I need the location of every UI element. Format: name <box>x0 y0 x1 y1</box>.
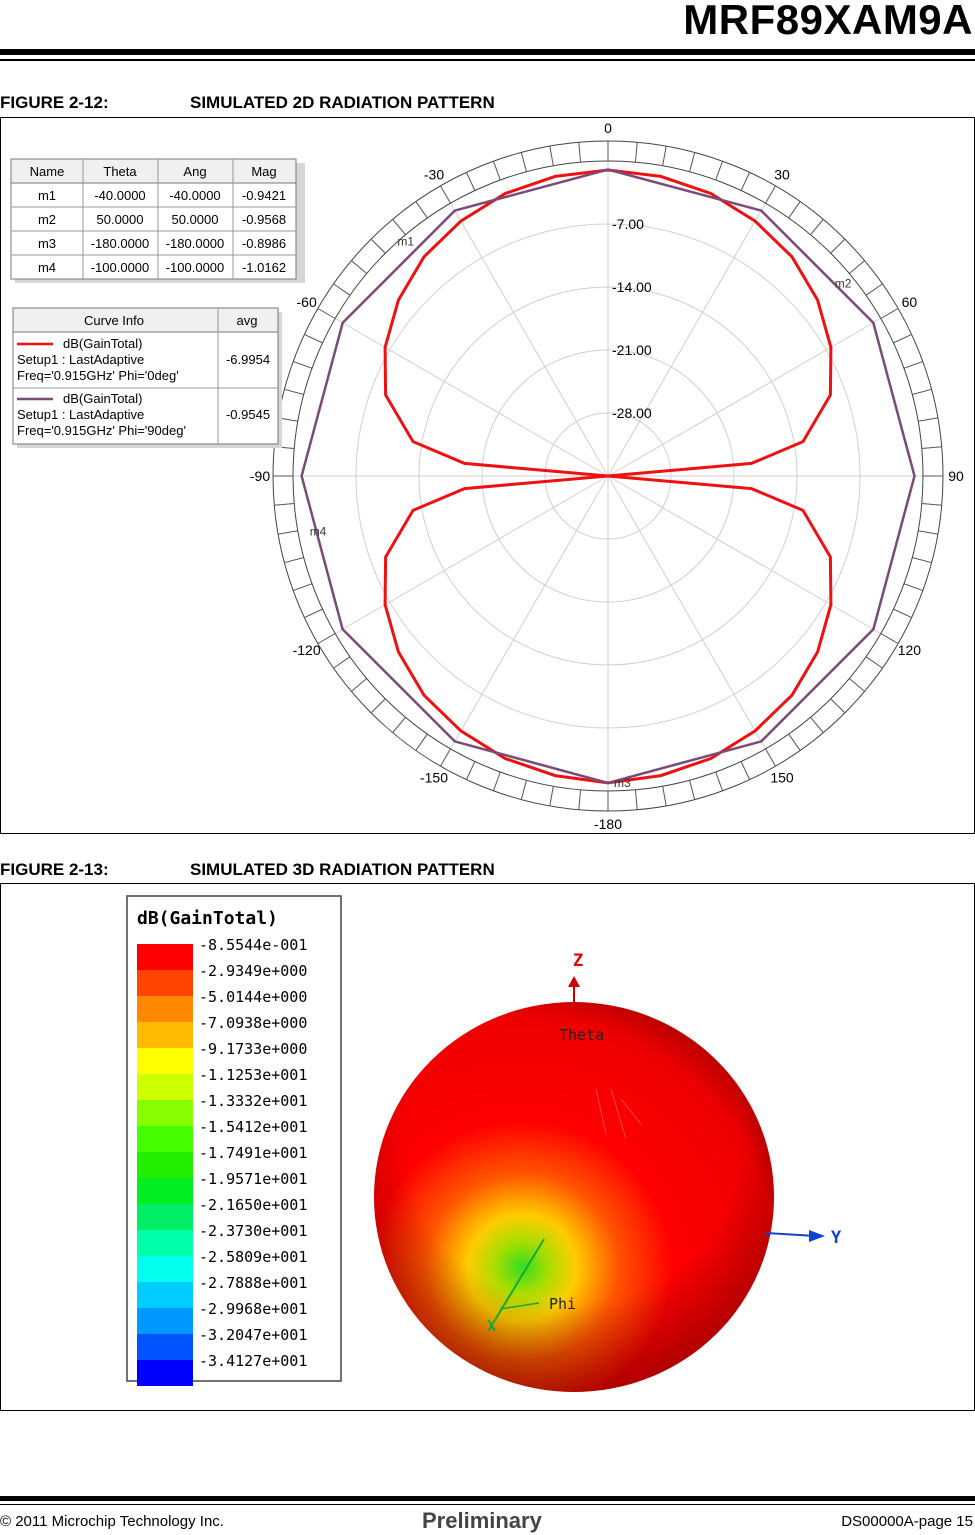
angle-tick-label: 30 <box>774 166 790 183</box>
header-rule <box>0 49 975 55</box>
grid-spoke <box>451 203 609 476</box>
legend-value-label: -1.1253e+001 <box>199 1066 308 1084</box>
radial-tick-label: -21.00 <box>612 342 652 358</box>
ring-tick <box>318 309 335 319</box>
angle-tick-label: -90 <box>249 468 271 484</box>
ring-tick <box>274 503 294 505</box>
figure-2-frame <box>0 883 975 1411</box>
legend-value-label: -3.4127e+001 <box>199 1352 308 1370</box>
ring-tick <box>789 734 800 750</box>
legend-color-band <box>137 944 193 970</box>
footer-copyright: © 2011 Microchip Technology Inc. <box>0 1513 224 1530</box>
table-cell: -0.9421 <box>241 188 287 203</box>
ring-tick <box>579 142 581 162</box>
legend-value-label: -1.3332e+001 <box>199 1092 308 1110</box>
marker-label: m4 <box>309 524 327 539</box>
angle-tick-label: 150 <box>770 769 794 786</box>
axis-x-label: X <box>487 1317 497 1335</box>
ring-tick <box>810 717 823 732</box>
angle-tick-label: 90 <box>948 468 964 484</box>
curve-2-line1: dB(GainTotal) <box>63 391 143 406</box>
ring-tick <box>849 678 864 691</box>
legend-color-band <box>137 1230 193 1256</box>
ring-tick <box>416 202 427 218</box>
curve-2-line2: Setup1 : LastAdaptive <box>17 407 145 422</box>
ring-tick <box>741 172 749 190</box>
legend-color-band <box>137 996 193 1022</box>
ring-tick <box>904 361 923 368</box>
ring-tick <box>521 780 526 799</box>
grid-spoke <box>608 203 766 476</box>
curve-1-line1: dB(GainTotal) <box>63 336 143 351</box>
ring-tick <box>466 761 474 779</box>
table-cell: 50.0000 <box>171 212 219 227</box>
ring-tick <box>334 284 350 295</box>
table-cell: -0.9568 <box>241 212 287 227</box>
ring-tick <box>284 389 303 394</box>
sphere-shading <box>374 1002 774 1392</box>
angle-tick-label: 0 <box>604 120 612 136</box>
footer-rule <box>0 1496 975 1501</box>
col-curve-info: Curve Info <box>84 313 144 328</box>
col-ang: Ang <box>183 164 207 179</box>
legend-color-band <box>137 1256 193 1282</box>
legend-value-label: -2.9349e+000 <box>199 962 308 980</box>
legend-value-label: -1.9571e+001 <box>199 1170 308 1188</box>
ring-tick <box>663 146 666 166</box>
ring-tick <box>371 699 385 713</box>
ring-tick <box>635 790 637 810</box>
legend-color-band <box>137 1282 193 1308</box>
legend-value-label: -1.7491e+001 <box>199 1144 308 1162</box>
radial-tick-label: -28.00 <box>612 405 652 421</box>
curve-info-table <box>13 308 282 448</box>
ring-tick <box>918 531 938 534</box>
angle-tick-label: -120 <box>292 642 321 658</box>
legend-value-label: -2.9968e+001 <box>199 1300 308 1318</box>
legend-color-band <box>137 1152 193 1178</box>
ring-tick <box>550 786 553 806</box>
figure-1-frame <box>0 117 975 834</box>
ring-tick <box>866 657 882 668</box>
table-cell: m2 <box>37 212 57 227</box>
legend-color-band <box>137 1100 193 1126</box>
ring-tick <box>493 772 500 791</box>
ring-tick <box>334 657 350 668</box>
ring-tick <box>849 261 864 274</box>
ring-tick <box>741 761 749 779</box>
gain-legend <box>127 896 341 1386</box>
col-avg: avg <box>236 313 258 328</box>
angle-tick-label: -180 <box>593 816 623 832</box>
ring-tick <box>293 584 312 591</box>
radial-tick-label: -7.00 <box>612 216 644 232</box>
grid-spoke <box>451 476 609 749</box>
legend-color-band <box>137 1308 193 1334</box>
header-rule-thin <box>0 59 975 61</box>
ring-tick <box>690 780 695 799</box>
col-theta: Theta <box>103 164 137 179</box>
table-cell: 50.0000 <box>96 212 144 227</box>
ring-tick <box>416 734 427 750</box>
ring-tick <box>881 309 898 319</box>
angle-tick-label: -60 <box>296 294 317 310</box>
ring-tick <box>579 790 581 810</box>
label-phi: Phi <box>549 1295 577 1313</box>
ring-tick <box>278 531 298 534</box>
curve-1-line2: Setup1 : LastAdaptive <box>17 352 145 367</box>
angle-tick-label: -150 <box>419 769 449 786</box>
polar-chart <box>1 118 974 833</box>
ring-tick <box>766 186 776 203</box>
ring-tick <box>635 142 637 162</box>
ring-tick <box>393 219 406 234</box>
curve-2-line3: Freq='0.915GHz' Phi='90deg' <box>17 423 186 438</box>
figure-2-number: FIGURE 2-13: <box>0 860 109 879</box>
table-cell: -0.8986 <box>241 236 287 251</box>
angle-tick-label: 60 <box>901 294 918 310</box>
grid-spoke <box>335 476 608 634</box>
ring-tick <box>789 202 800 218</box>
polar-plot <box>250 120 964 832</box>
legend-value-label: -2.5809e+001 <box>199 1248 308 1266</box>
figure-2-caption <box>0 860 495 880</box>
ring-tick <box>466 172 474 190</box>
angle-tick-label: -30 <box>423 166 445 183</box>
table-cell: -40.0000 <box>169 188 221 203</box>
ring-tick <box>716 161 723 180</box>
curve-1-line3: Freq='0.915GHz' Phi='0deg' <box>17 368 179 383</box>
legend-value-label: -8.5544e-001 <box>199 936 308 954</box>
legend-color-band <box>137 1178 193 1204</box>
ring-tick <box>866 284 882 295</box>
ring-tick <box>521 152 526 171</box>
legend-color-band <box>137 1074 193 1100</box>
curve-1-avg: -6.9954 <box>225 352 271 367</box>
figure-1-caption <box>0 93 495 113</box>
ring-tick <box>284 558 303 563</box>
ring-tick <box>881 634 898 644</box>
ring-tick <box>810 219 823 234</box>
ring-tick <box>493 161 500 180</box>
axis-z <box>559 951 604 1044</box>
legend-color-band <box>137 970 193 996</box>
ring-tick <box>893 609 911 617</box>
legend-color-band <box>137 1334 193 1360</box>
axis-y-label: Y <box>831 1228 842 1248</box>
table-cell: -180.0000 <box>90 236 150 251</box>
table-cell: -1.0162 <box>241 260 287 275</box>
footer-status: Preliminary <box>422 1508 542 1533</box>
ring-tick <box>351 678 366 691</box>
figure-1-title: SIMULATED 2D RADIATION PATTERN <box>190 93 495 112</box>
legend-color-band <box>137 1022 193 1048</box>
legend-color-band <box>137 1048 193 1074</box>
table-cell: m4 <box>37 260 57 275</box>
table-cell: -40.0000 <box>94 188 146 203</box>
col-name: Name <box>29 164 65 179</box>
angle-tick-label: 120 <box>897 642 922 658</box>
footer-rule-thin <box>0 1504 975 1505</box>
table-cell: -100.0000 <box>165 260 225 275</box>
figure-1-number: FIGURE 2-12: <box>0 93 109 112</box>
legend-value-label: -9.1733e+000 <box>199 1040 308 1058</box>
legend-value-label: -1.5412e+001 <box>199 1118 308 1136</box>
ring-tick <box>922 503 942 505</box>
ring-tick <box>304 609 322 617</box>
legend-title: dB(GainTotal) <box>137 908 278 929</box>
marker-label: m2 <box>834 276 852 291</box>
ring-tick <box>293 361 312 368</box>
grid-spoke <box>608 476 766 749</box>
legend-color-band <box>137 1204 193 1230</box>
axis-z-label: Z <box>573 951 584 971</box>
table-cell: -100.0000 <box>90 260 150 275</box>
label-theta: Theta <box>559 1026 605 1044</box>
ring-tick <box>441 749 451 766</box>
ring-tick <box>912 389 931 394</box>
legend-value-label: -3.2047e+001 <box>199 1326 308 1344</box>
footer-page: DS00000A-page 15 <box>841 1513 973 1530</box>
ring-tick <box>550 146 553 166</box>
ring-tick <box>831 699 845 713</box>
radiation-3d-image <box>1 884 974 1410</box>
ring-tick <box>441 186 451 203</box>
legend-color-band <box>137 1360 193 1386</box>
marker-label: m1 <box>397 234 415 249</box>
ring-tick <box>922 447 942 449</box>
ring-tick <box>831 239 845 253</box>
ring-tick <box>393 717 406 732</box>
ring-tick <box>716 772 723 791</box>
figure-2-title: SIMULATED 3D RADIATION PATTERN <box>190 860 495 879</box>
ring-tick <box>351 261 366 274</box>
legend-value-label: -7.0938e+000 <box>199 1014 308 1032</box>
curve-2-avg: -0.9545 <box>225 407 271 422</box>
ring-tick <box>912 558 931 563</box>
table-cell: -180.0000 <box>165 236 225 251</box>
ring-tick <box>690 152 695 171</box>
doc-title: MRF89XAM9A <box>683 0 973 43</box>
col-mag: Mag <box>251 164 277 179</box>
legend-value-label: -2.3730e+001 <box>199 1222 308 1240</box>
ring-tick <box>893 334 911 342</box>
ring-tick <box>918 418 938 421</box>
ring-tick <box>304 334 322 342</box>
axis-y <box>766 1228 842 1248</box>
grid-spoke <box>335 319 608 477</box>
grid-spoke <box>608 476 881 634</box>
legend-color-band <box>137 1126 193 1152</box>
ring-tick <box>371 239 385 253</box>
ring-tick <box>766 749 776 766</box>
legend-value-label: -5.0144e+000 <box>199 988 308 1006</box>
ring-tick <box>904 584 923 591</box>
ring-tick <box>663 786 666 806</box>
marker-table <box>11 159 305 283</box>
legend-value-label: -2.1650e+001 <box>199 1196 308 1214</box>
table-cell: m1 <box>37 188 57 203</box>
marker-label: m3 <box>614 776 631 790</box>
radial-tick-label: -14.00 <box>612 279 652 295</box>
legend-value-label: -2.7888e+001 <box>199 1274 308 1292</box>
table-cell: m3 <box>37 236 57 251</box>
